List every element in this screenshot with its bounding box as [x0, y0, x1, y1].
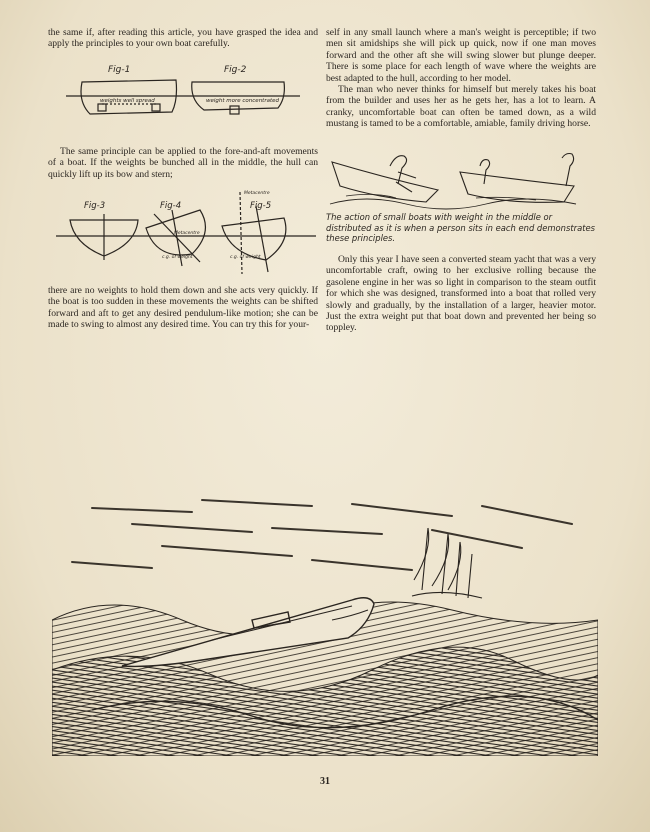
- right-column-bottom: [326, 254, 596, 334]
- fig5-label: Fig-5: [250, 201, 272, 211]
- left-column-top: [48, 27, 318, 50]
- page-number: 31: [320, 776, 330, 787]
- left-paragraph-1: the same if, after reading this article, you have grasped the idea and apply the principles to your own boat carefully.: [48, 27, 318, 50]
- figure-3-4-5: [54, 188, 318, 280]
- fig3-label: Fig-3: [84, 201, 106, 211]
- fig2-note: weight more concentrated: [206, 98, 279, 104]
- small-boats-illustration: [326, 148, 586, 212]
- left-paragraph-2: The same principle can be applied to the fore-and-aft movements of a boat. If the weights be bunched all in the middle, the hull can quickly lift up its bow and stern;: [48, 146, 318, 180]
- fig5-note2: c.g. of weight: [230, 255, 261, 260]
- right-paragraph-2: The man who never thinks for himself but merely takes his boat from the builder and uses her as he gets her, has a lot to learn. A cranky, uncomfortable boat can often be tamed down, as a wild mustang is tamed to be a comfortable, amiable, family driving horse.: [326, 84, 596, 130]
- left-column-bottom: [48, 285, 318, 331]
- fig4-label: Fig-4: [160, 201, 182, 211]
- illustration-caption: The action of small boats with weight in the middle or distributed as it is when a person sits in each end demonstrates these principles.: [326, 212, 596, 243]
- right-paragraph-3: Only this year I have seen a converted steam yacht that was a very uncomfortable craft, owing to her exclusive rolling because the gasolene engine in her was so light in comparison to the steam outfit for which she was designed, transformed into a boat that rolled very slowly and gradually, by the installation of a larger, heavier motor. Just the extra weight put that boat down and prevented her being so toppley.: [326, 254, 596, 334]
- fig2-label: Fig-2: [224, 65, 247, 75]
- fig1-label: Fig-1: [108, 65, 131, 75]
- fig4-note: Metacentre: [174, 231, 200, 236]
- fig5-note: Metacentre: [244, 191, 270, 196]
- fig4-note2: c.g. of weight: [162, 255, 193, 260]
- figure-1-2: [64, 60, 304, 138]
- right-paragraph-1: self in any small launch where a man's weight is perceptible; if two men sit amidships she will pick up quick, now if one man moves forward and the other aft she will swing slower but plunge deeper. There is some place for each length of wave where the weights are best adapted to the hull, according to her model.: [326, 27, 596, 84]
- left-column-middle: [48, 146, 318, 180]
- boats-in-rough-sea-illustration: [52, 470, 598, 756]
- fig1-note: weights well spread: [100, 98, 155, 104]
- left-paragraph-3: there are no weights to hold them down and she acts very quickly. If the boat is too sudden in these movements the weights can be shifted forward and aft to get any desired pendulum-like motion; she can be made to swing to almost any desired time. You can try this for your-: [48, 285, 318, 331]
- right-column-top: [326, 27, 596, 130]
